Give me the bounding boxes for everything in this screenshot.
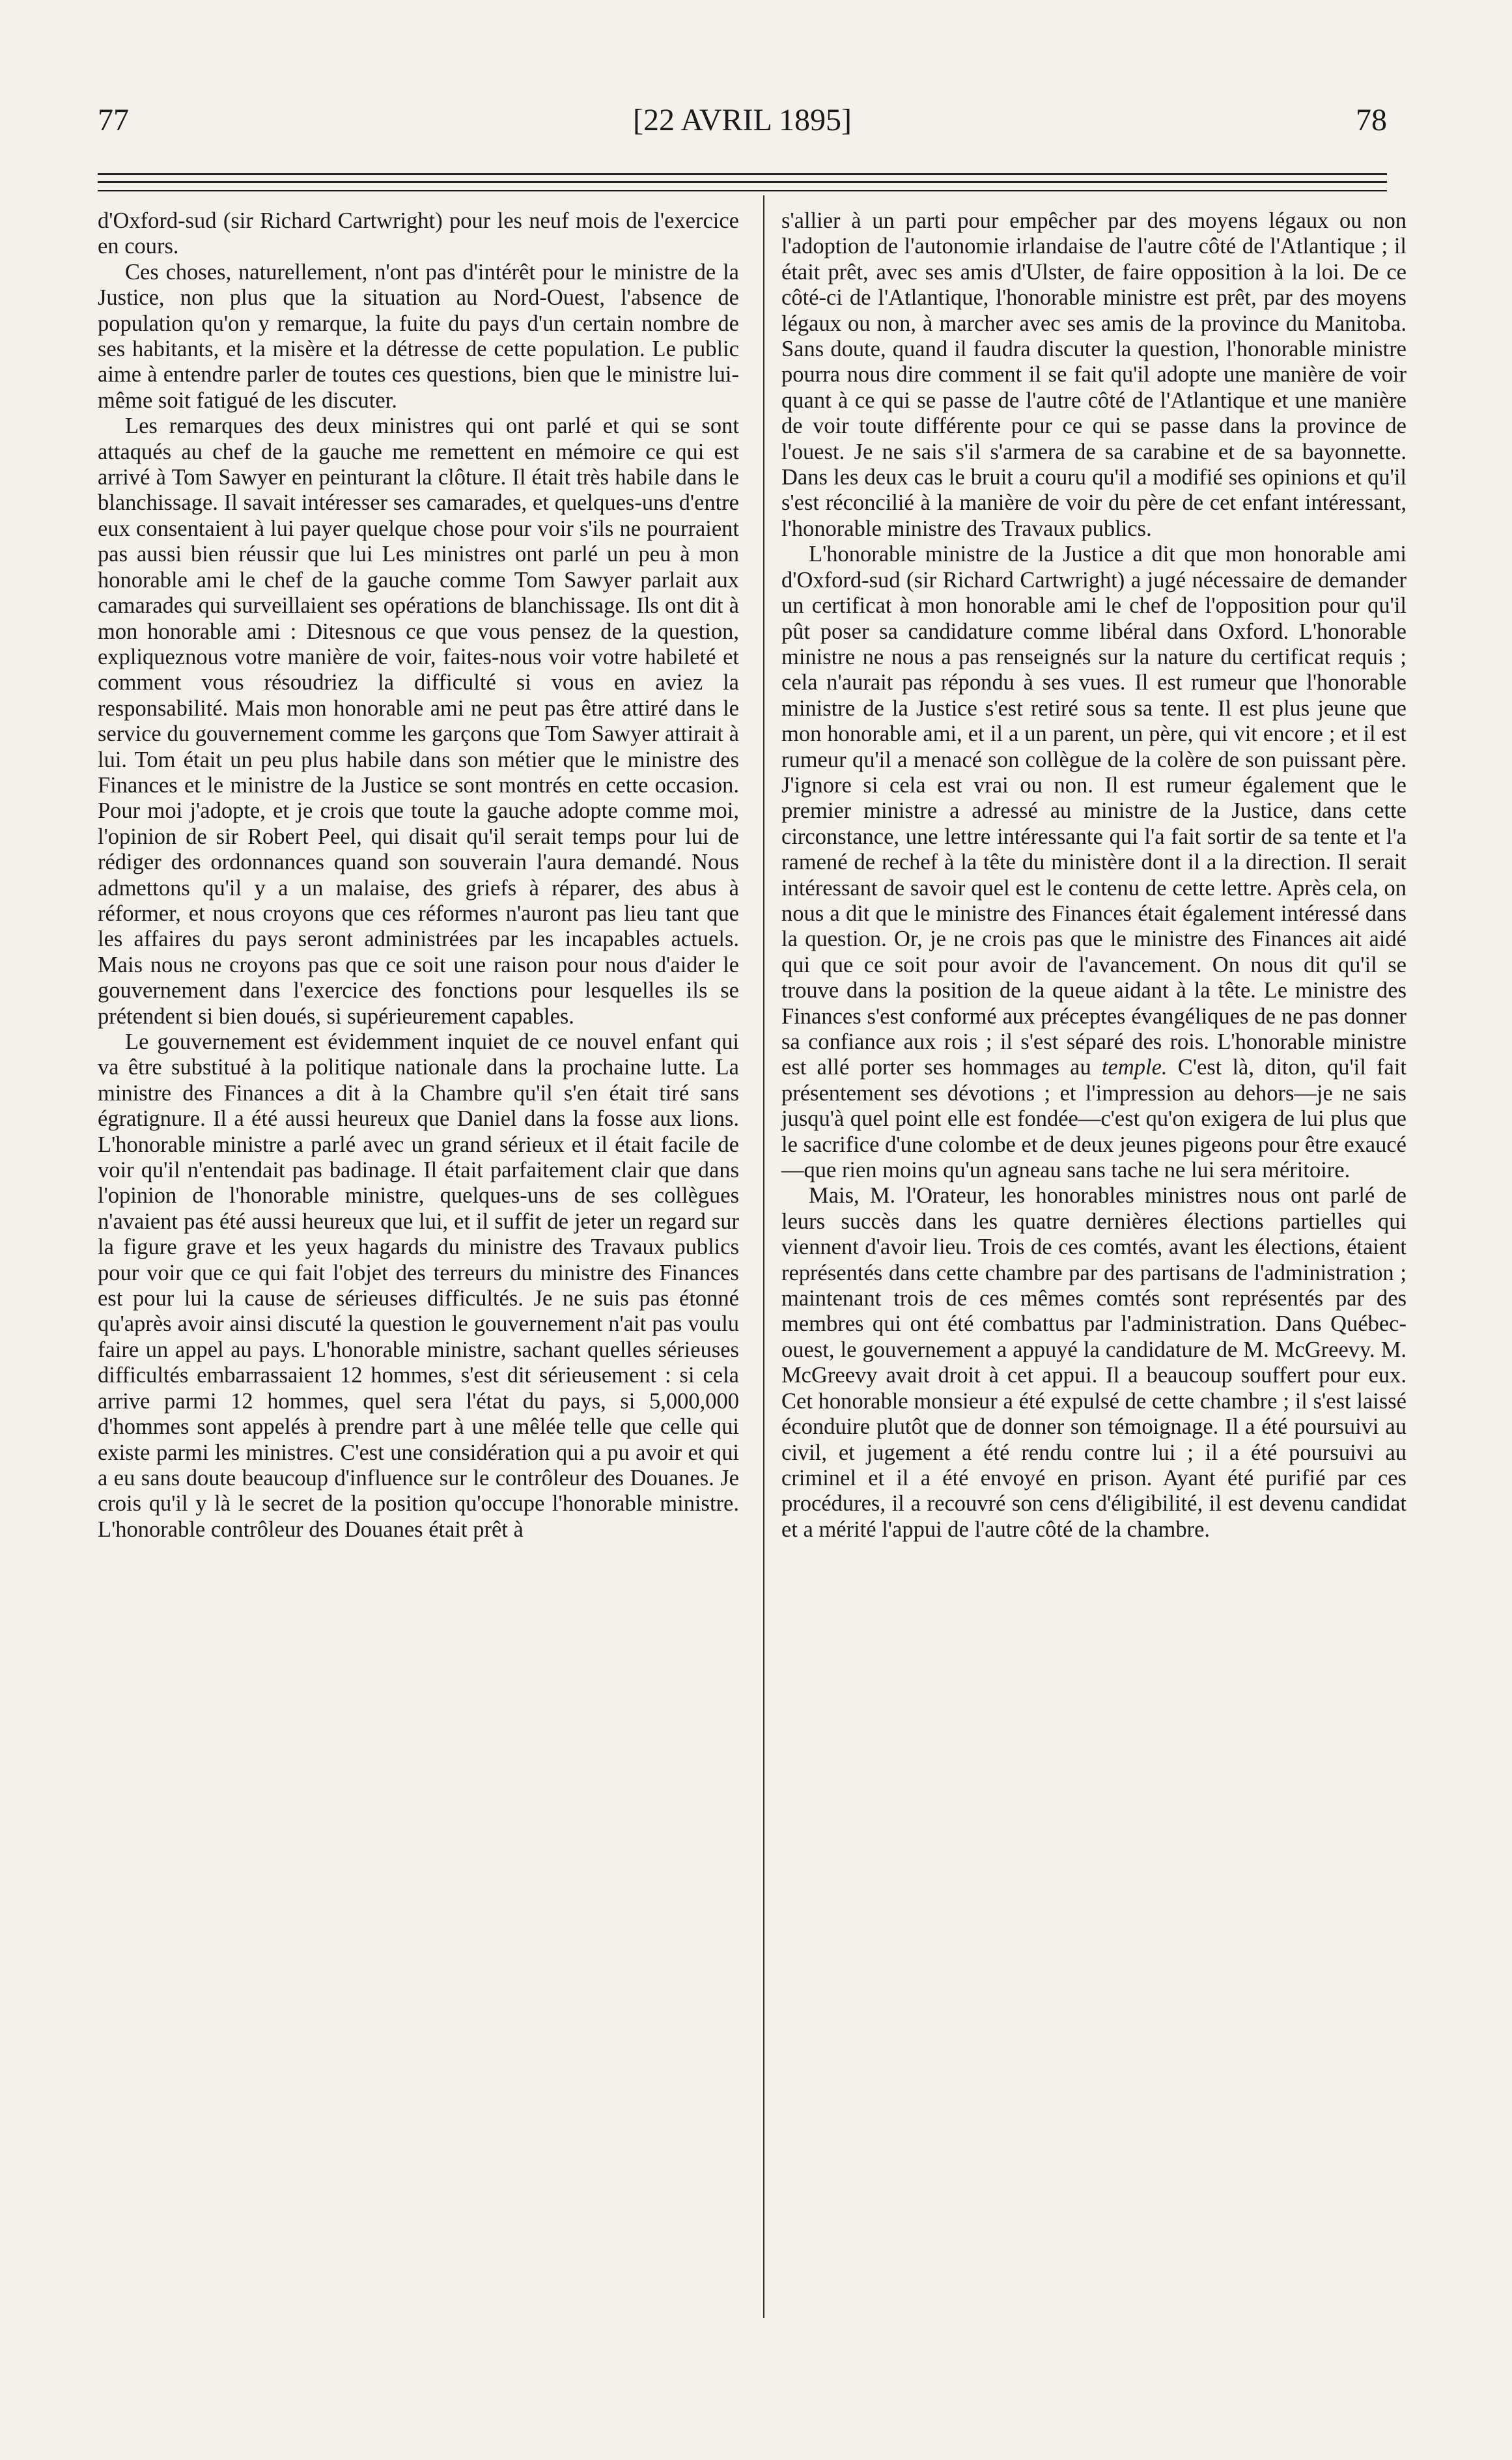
paragraph bbox=[781, 542, 1407, 1183]
paragraph-text: L'honorable ministre de la Justice a dit que mon honorable ami d'Oxford-sud (sir Richard Cartwright) a jugé nécessaire de demander un certificat à mon honorable ami le chef de l'opposition pour qu'il pût poser sa candidature comme libéral dans Oxford. L'honorable ministre ne nous a pas renseignés sur la nature du certificat requis ; cela n'aurait pas répondu à ses vues. Il est rumeur que l'honorable ministre de la Justice s'est retiré sous sa tente. Il est plus jeune que mon honorable ami, et il a un parent, un père, qui vit encore ; et il est rumeur qu'il a menacé son collègue de la colère de son puissant père. J'ignore si cela est vrai ou non. Il est rumeur également que le premier ministre a adressé au ministre de la Justice, dans cette circonstance, une lettre intéressante qui l'a fait sortir de sa tente et l'a ramené de rechef à la tête du ministère dont il a la direction. Il serait intéressant de savoir quel est le contenu de cette lettre. Après cela, on nous a dit que le ministre des Finances était également intéressé dans la question. Or, je ne crois pas que le ministre des Finances ait aidé qui que ce soit pour avoir de l'avancement. On nous dit qu'il se trouve dans la position de la queue aidant à la tête. Le ministre des Finances s'est conformé aux préceptes évangéliques de ne pas donner sa confiance aux rois ; il s'est séparé des rois. L'honorable ministre est allé porter ses hommages au bbox=[781, 542, 1407, 1080]
paragraph: Ces choses, naturellement, n'ont pas d'intérêt pour le ministre de la Justice, non plus que la situation au Nord-Ouest, l'absence de population qu'on y remarque, la fuite du pays d'un certain nombre de ses habitants, et la misère et la détresse de cette population. Le public aime à entendre parler de toutes ces questions, bien que le ministre lui-même soit fatigué de les discuter. bbox=[98, 259, 739, 413]
paragraph: Mais, M. l'Orateur, les honorables ministres nous ont parlé de leurs succès dans les quatre dernières élections partielles qui viennent d'avoir lieu. Trois de ces comtés, avant les élections, étaient représentés dans cette chambre par des partisans de l'administration ; maintenant trois de ces mêmes comtés sont représentés par des membres qui ont été combattus par l'administration. Dans Québec-ouest, le gouvernement a appuyé la candidature de M. McGreevy. M. McGreevy avait droit à cet appui. Il a beaucoup souffert pour eux. Cet honorable monsieur a été expulsé de cette chambre ; il s'est laissé éconduire plutôt que de donner son témoignage. Il a été poursuivi au civil, et jugement a été rendu contre lui ; il a été poursuivi au criminel et il a été envoyé en prison. Ayant été purifié par ces procédures, il a recouvré son cens d'éligibilité, il est devenu candidat et a mérité l'appui de l'autre côté de la chambre. bbox=[781, 1183, 1407, 1542]
header-date: [22 AVRIL 1895] bbox=[633, 103, 852, 137]
column-divider bbox=[763, 195, 764, 2318]
page-header bbox=[98, 98, 1387, 143]
paragraph: s'allier à un parti pour empêcher par des moyens légaux ou non l'adoption de l'autonomie irlandaise de l'autre côté de l'Atlantique ; il était prêt, avec ses amis d'Ulster, de faire opposition à la loi. De ce côté-ci de l'Atlantique, l'honorable ministre est prêt, par des moyens légaux ou non, à marcher avec ses amis de la province du Manitoba. Sans doute, quand il faudra discuter la question, l'honorable ministre pourra nous dire comment il se fait qu'il adopte une manière de voir quant à ce qui se passe de l'autre côté de l'Atlantique et une manière de voir toute différente pour ce qui se passe dans la province de l'ouest. Je ne sais s'il s'armera de sa carabine et de sa bayonnette. Dans les deux cas le bruit a couru qu'il a modifié ses opinions et qu'il s'est réconcilié à la manière de voir du père de cet enfant intéressant, l'honorable ministre des Travaux publics. bbox=[781, 208, 1407, 541]
page-number-left: 77 bbox=[98, 103, 129, 137]
paragraph: d'Oxford-sud (sir Richard Cartwright) pour les neuf mois de l'exercice en cours. bbox=[98, 208, 739, 259]
left-column bbox=[98, 208, 739, 1543]
italic-word-temple: temple. bbox=[1101, 1055, 1168, 1080]
paragraph-text-tail: C'est là, diton, qu'il fait présentement ses dévotions ; et l'impression au dehors—je ne sais jusqu'à quel point elle est fondée—c'est qu'on exigera de lui plus que le sacrifice d'une colombe et de deux jeunes pigeons pour être exaucé—que rien moins qu'un agneau sans tache ne lui sera méritoire. bbox=[781, 1055, 1407, 1183]
header-rule-bottom bbox=[98, 190, 1387, 191]
right-column bbox=[781, 208, 1407, 1543]
header-rule-middle bbox=[98, 181, 1387, 183]
header-rule-top bbox=[98, 173, 1387, 175]
paragraph: Les remarques des deux ministres qui ont parlé et qui se sont attaqués au chef de la gauche me remettent en mémoire ce qui est arrivé à Tom Sawyer en peinturant la clôture. Il était très habile dans le blanchissage. Il savait intéresser ses camarades, et quelques-uns d'entre eux consentaient à lui payer quelque chose pour voir s'ils ne pourraient pas aussi bien réussir que lui Les ministres ont parlé un peu à mon honorable ami le chef de la gauche comme Tom Sawyer parlait aux camarades qui surveillaient ses opérations de blanchissage. Ils ont dit à mon honorable ami : Ditesnous ce que vous pensez de la question, expliqueznous votre manière de voir, faites-nous voir votre habileté et comment vous résoudriez la difficulté si vous en aviez la responsabilité. Mais mon honorable ami ne peut pas être attiré dans le service du gouvernement comme les garçons que Tom Sawyer attirait à lui. Tom était un peu plus habile dans son métier que le ministre des Finances et le ministre de la Justice se sont montrés en cette occasion. Pour moi j'adopte, et je crois que toute la gauche adopte comme moi, l'opinion de sir Robert Peel, qui disait qu'il serait temps pour lui de rédiger des ordonnances quand son souverain l'aura demandé. Nous admettons qu'il y a un malaise, des griefs à réparer, des abus à réformer, et nous croyons que ces réformes n'auront pas lieu tant que les affaires du pays seront administrées par les incapables actuels. Mais nous ne croyons pas que ce soit une raison pour nous d'aider le gouvernement dans l'exercice des fonctions pour lesquelles ils se prétendent si bien doués, si supérieurement capables. bbox=[98, 413, 739, 1029]
paragraph: Le gouvernement est évidemment inquiet de ce nouvel enfant qui va être substitué à la politique nationale dans la prochaine lutte. La ministre des Finances a dit à la Chambre qu'il s'en était tiré sans égratignure. Il a été aussi heureux que Daniel dans la fosse aux lions. L'honorable ministre a parlé avec un grand sérieux et il était facile de voir qu'il n'entendait pas badinage. Il était parfaitement clair que dans l'opinion de l'honorable ministre, quelques-uns de ses collègues n'avaient pas été aussi heureux que lui, et il suffit de jeter un regard sur la figure grave et les yeux hagards du ministre des Travaux publics pour voir que ce qui fait l'objet des terreurs du ministre des Finances est pour lui la cause de sérieuses difficultés. Je ne suis pas étonné qu'après avoir ainsi discuté la question le gouvernement n'ait pas voulu faire un appel au pays. L'honorable ministre, sachant quelles sérieuses difficultés embarrassaient 12 hommes, s'est dit sérieusement : si cela arrive parmi 12 hommes, quel sera l'état du pays, si 5,000,000 d'hommes sont appelés à prendre part à une mêlée telle que celle qui existe parmi les ministres. C'est une considération qui a pu avoir et qui a eu sans doute beaucoup d'influence sur le contrôleur des Douanes. Je crois qu'il y là le secret de la position qu'occupe l'honorable ministre. L'honorable contrôleur des Douanes était prêt à bbox=[98, 1029, 739, 1542]
page-number-right: 78 bbox=[1356, 103, 1387, 137]
